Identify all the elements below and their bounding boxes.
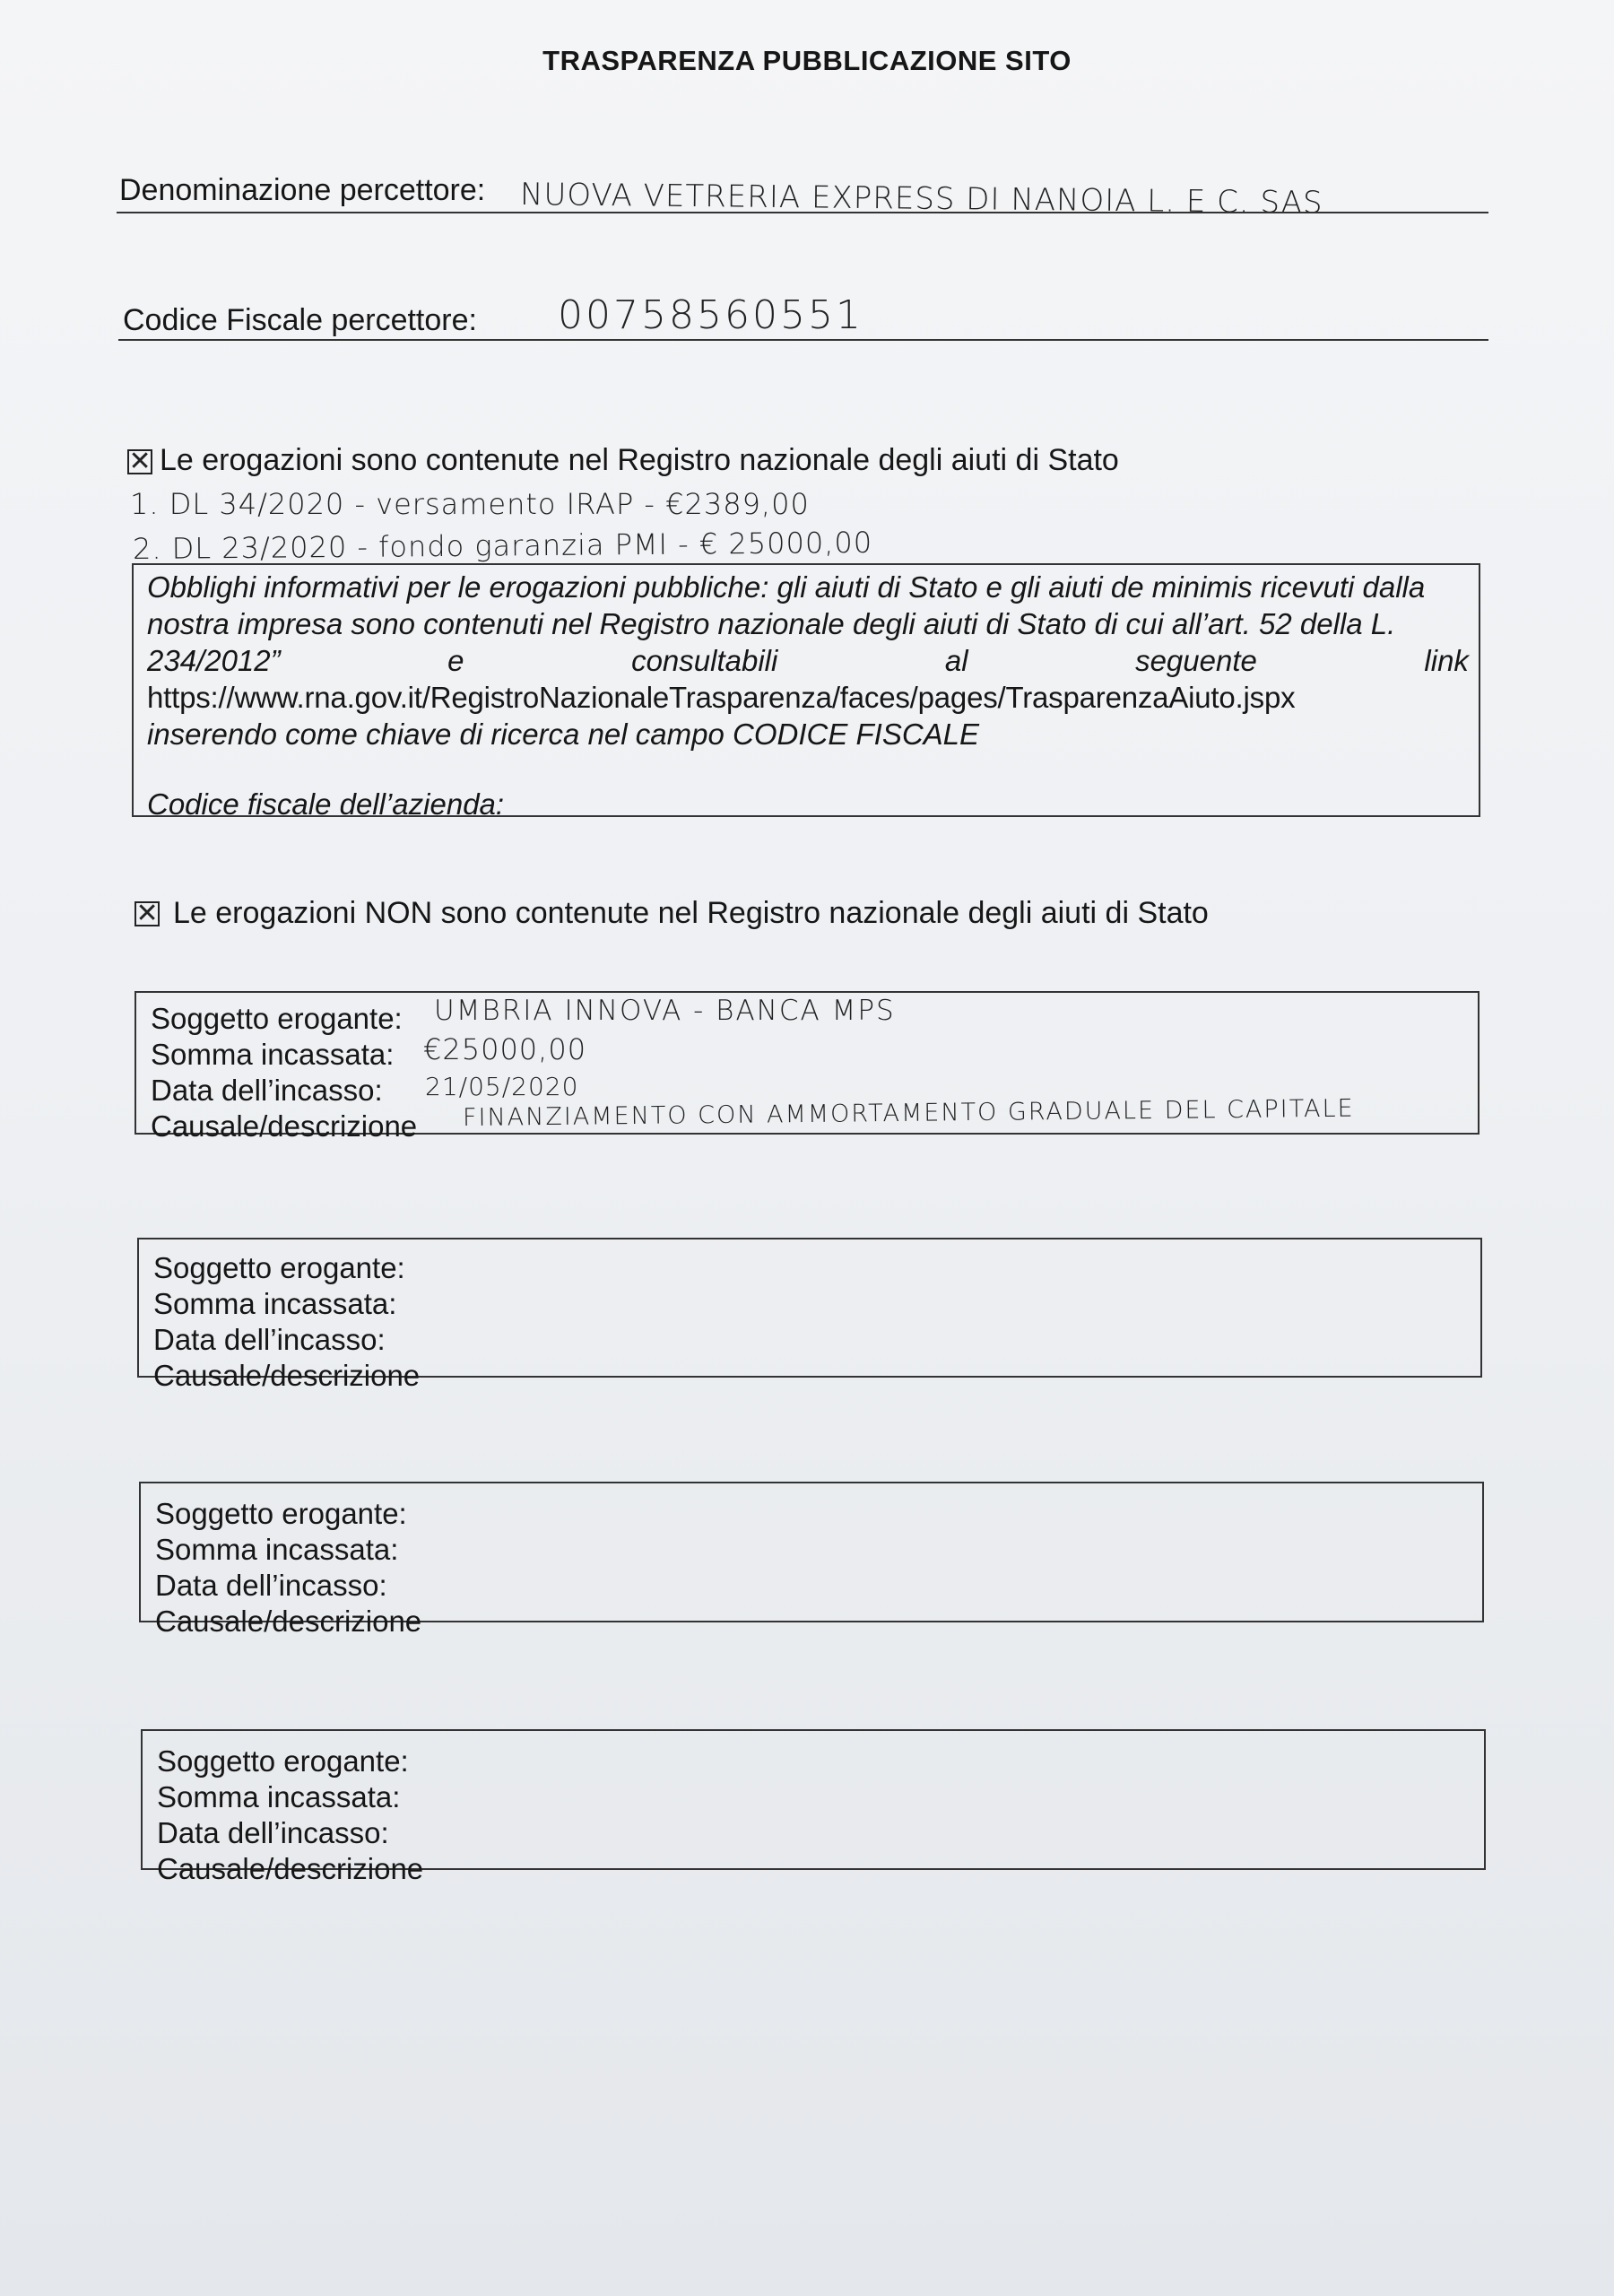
codice-fiscale-value[interactable]: 00758560551: [558, 292, 863, 338]
codice-fiscale-underline: [118, 339, 1488, 341]
data-label: Data dell’incasso:: [153, 1323, 386, 1356]
causale-label: Causale/descrizione: [153, 1359, 421, 1392]
denominazione-value[interactable]: NUOVA VETRERIA EXPRESS DI NANOIA L. E C. SAS: [519, 177, 1323, 222]
check-mark-icon: ✕: [128, 447, 152, 476]
somma-label: Somma incassata:: [153, 1287, 397, 1320]
soggetto-label: Soggetto erogante:: [153, 1251, 405, 1284]
denominazione-underline: [117, 212, 1488, 213]
data-label: Data dell’incasso:: [157, 1816, 389, 1849]
somma-label: Somma incassata:: [157, 1780, 401, 1813]
soggetto-label: Soggetto erogante:: [155, 1497, 407, 1530]
grant-box-3: [139, 1482, 1484, 1638]
info-word: link: [1424, 644, 1469, 677]
info-search-line: inserendo come chiave di ricerca nel campo CODICE FISCALE: [147, 718, 980, 751]
denominazione-label: Denominazione percettore:: [119, 173, 486, 207]
info-cf-label: Codice fiscale dell’azienda:: [147, 787, 505, 821]
data-value[interactable]: 21/05/2020: [425, 1072, 579, 1101]
soggetto-value[interactable]: UMBRIA INNOVA - BANCA MPS: [434, 995, 896, 1027]
info-line-2: nostra impresa sono contenuti nel Registro nazionale degli aiuti di Stato di cui all’art. 52 della L.: [147, 607, 1396, 640]
somma-label: Somma incassata:: [151, 1038, 395, 1071]
contained-checkbox[interactable]: [127, 449, 152, 474]
info-line-3: [147, 642, 1469, 679]
soggetto-label: Soggetto erogante:: [151, 1002, 403, 1035]
contained-option-label: Le erogazioni sono contenute nel Registro nazionale degli aiuti di Stato: [160, 443, 1119, 477]
info-word: al: [944, 644, 968, 677]
not-contained-option-label: Le erogazioni NON sono contenute nel Registro nazionale degli aiuti di Stato: [173, 896, 1209, 930]
info-word: seguente: [1135, 644, 1257, 677]
contained-entry-2: 2. DL 23/2020 - fondo garanzia PMI - € 25000,00: [132, 525, 873, 566]
grant-box-1: [134, 991, 1480, 1143]
causale-label: Causale/descrizione: [151, 1109, 418, 1143]
grant-box-2: [137, 1238, 1482, 1392]
info-box: [132, 563, 1480, 821]
somma-label: Somma incassata:: [155, 1533, 399, 1566]
causale-label: Causale/descrizione: [155, 1605, 422, 1638]
contained-entry-1: 1. DL 34/2020 - versamento IRAP - €2389,00: [130, 487, 810, 521]
page-title: TRASPARENZA PUBBLICAZIONE SITO: [542, 45, 1072, 76]
check-mark-icon: ✕: [135, 899, 159, 928]
not-contained-checkbox[interactable]: [134, 901, 160, 926]
causale-value[interactable]: FINANZIAMENTO CON AMMORTAMENTO GRADUALE DEL CAPITALE: [462, 1094, 1355, 1132]
data-label: Data dell’incasso:: [151, 1074, 383, 1107]
info-word: consultabili: [631, 644, 778, 677]
grant-box-4: [141, 1729, 1486, 1885]
somma-value[interactable]: €25000,00: [423, 1032, 587, 1066]
registry-link[interactable]: https://www.rna.gov.it/RegistroNazionaleTrasparenza/faces/pages/TrasparenzaAiuto.jspx: [147, 681, 1296, 714]
info-line-1: Obblighi informativi per le erogazioni pubbliche: gli aiuti di Stato e gli aiuti de minimis ricevuti dalla: [147, 570, 1426, 604]
codice-fiscale-label: Codice Fiscale percettore:: [123, 303, 477, 337]
causale-label: Causale/descrizione: [157, 1852, 424, 1885]
data-label: Data dell’incasso:: [155, 1569, 387, 1602]
info-word: 234/2012”: [147, 644, 281, 677]
soggetto-label: Soggetto erogante:: [157, 1744, 409, 1778]
info-word: e: [447, 644, 464, 677]
